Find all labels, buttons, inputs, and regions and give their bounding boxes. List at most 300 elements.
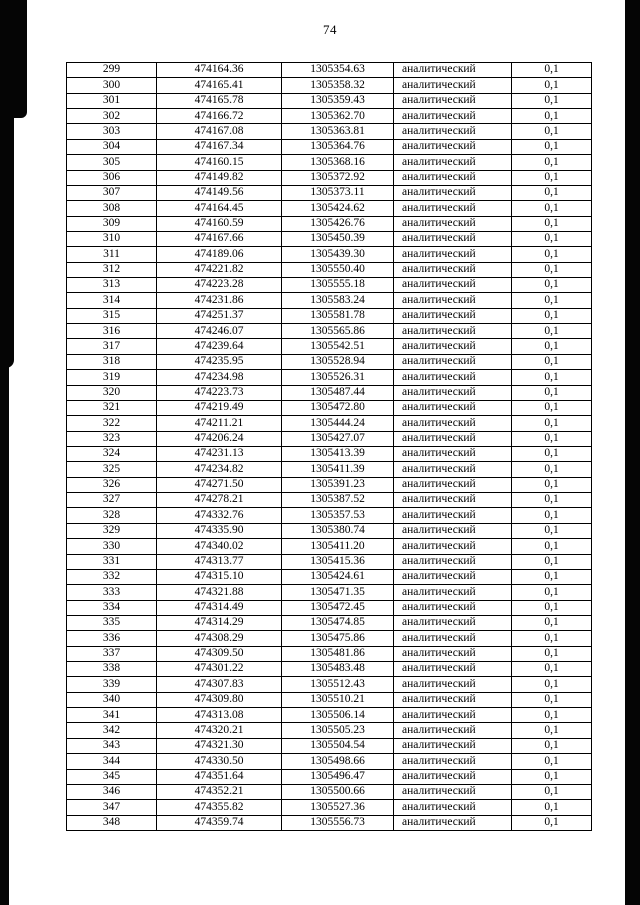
point-number-cell: 330: [67, 539, 157, 554]
x-coordinate-cell: 474239.64: [157, 339, 282, 354]
point-number-cell: 301: [67, 93, 157, 108]
table-row: [67, 431, 592, 446]
table-row: [67, 539, 592, 554]
method-cell: аналитический: [394, 723, 512, 738]
point-number-cell: 306: [67, 170, 157, 185]
error-cell: 0,1: [512, 400, 592, 415]
x-coordinate-cell: 474355.82: [157, 800, 282, 815]
page-number: 74: [323, 22, 337, 37]
table-row: [67, 324, 592, 339]
point-number-cell: 326: [67, 477, 157, 492]
table-row: [67, 477, 592, 492]
table-row: [67, 723, 592, 738]
point-number-cell: 342: [67, 723, 157, 738]
table-row: [67, 278, 592, 293]
method-cell: аналитический: [394, 370, 512, 385]
point-number-cell: 310: [67, 231, 157, 246]
method-cell: аналитический: [394, 738, 512, 753]
y-coordinate-cell: 1305472.80: [282, 400, 394, 415]
error-cell: 0,1: [512, 523, 592, 538]
error-cell: 0,1: [512, 554, 592, 569]
y-coordinate-cell: 1305555.18: [282, 278, 394, 293]
table-row: [67, 400, 592, 415]
table-row: [67, 93, 592, 108]
method-cell: аналитический: [394, 231, 512, 246]
coordinates-table-body: [67, 63, 592, 831]
table-row: [67, 416, 592, 431]
x-coordinate-cell: 474359.74: [157, 815, 282, 830]
table-row: [67, 216, 592, 231]
table-row: [67, 78, 592, 93]
error-cell: 0,1: [512, 308, 592, 323]
y-coordinate-cell: 1305528.94: [282, 354, 394, 369]
point-number-cell: 332: [67, 569, 157, 584]
method-cell: аналитический: [394, 308, 512, 323]
point-number-cell: 345: [67, 769, 157, 784]
method-cell: аналитический: [394, 278, 512, 293]
point-number-cell: 331: [67, 554, 157, 569]
x-coordinate-cell: 474271.50: [157, 477, 282, 492]
x-coordinate-cell: 474167.66: [157, 231, 282, 246]
point-number-cell: 318: [67, 354, 157, 369]
y-coordinate-cell: 1305487.44: [282, 385, 394, 400]
table-row: [67, 63, 592, 78]
y-coordinate-cell: 1305368.16: [282, 155, 394, 170]
table-row: [67, 677, 592, 692]
error-cell: 0,1: [512, 769, 592, 784]
point-number-cell: 320: [67, 385, 157, 400]
error-cell: 0,1: [512, 139, 592, 154]
y-coordinate-cell: 1305475.86: [282, 631, 394, 646]
error-cell: 0,1: [512, 155, 592, 170]
x-coordinate-cell: 474309.80: [157, 692, 282, 707]
error-cell: 0,1: [512, 800, 592, 815]
y-coordinate-cell: 1305387.52: [282, 493, 394, 508]
table-row: [67, 631, 592, 646]
x-coordinate-cell: 474231.86: [157, 293, 282, 308]
table-row: [67, 462, 592, 477]
y-coordinate-cell: 1305481.86: [282, 646, 394, 661]
error-cell: 0,1: [512, 293, 592, 308]
error-cell: 0,1: [512, 416, 592, 431]
error-cell: 0,1: [512, 738, 592, 753]
method-cell: аналитический: [394, 216, 512, 231]
point-number-cell: 340: [67, 692, 157, 707]
x-coordinate-cell: 474352.21: [157, 784, 282, 799]
x-coordinate-cell: 474340.02: [157, 539, 282, 554]
x-coordinate-cell: 474231.13: [157, 446, 282, 461]
table-row: [67, 262, 592, 277]
x-coordinate-cell: 474315.10: [157, 569, 282, 584]
x-coordinate-cell: 474164.36: [157, 63, 282, 78]
method-cell: аналитический: [394, 400, 512, 415]
method-cell: аналитический: [394, 662, 512, 677]
method-cell: аналитический: [394, 539, 512, 554]
point-number-cell: 321: [67, 400, 157, 415]
x-coordinate-cell: 474330.50: [157, 754, 282, 769]
error-cell: 0,1: [512, 677, 592, 692]
table-row: [67, 370, 592, 385]
error-cell: 0,1: [512, 569, 592, 584]
error-cell: 0,1: [512, 385, 592, 400]
y-coordinate-cell: 1305373.11: [282, 185, 394, 200]
y-coordinate-cell: 1305362.70: [282, 109, 394, 124]
x-coordinate-cell: 474211.21: [157, 416, 282, 431]
y-coordinate-cell: 1305565.86: [282, 324, 394, 339]
method-cell: аналитический: [394, 569, 512, 584]
method-cell: аналитический: [394, 155, 512, 170]
method-cell: аналитический: [394, 109, 512, 124]
y-coordinate-cell: 1305526.31: [282, 370, 394, 385]
table-row: [67, 385, 592, 400]
y-coordinate-cell: 1305583.24: [282, 293, 394, 308]
error-cell: 0,1: [512, 354, 592, 369]
table-row: [67, 109, 592, 124]
table-row: [67, 554, 592, 569]
y-coordinate-cell: 1305391.23: [282, 477, 394, 492]
y-coordinate-cell: 1305472.45: [282, 600, 394, 615]
method-cell: аналитический: [394, 124, 512, 139]
scan-artifact-left-mid: [0, 118, 14, 368]
point-number-cell: 317: [67, 339, 157, 354]
table-row: [67, 646, 592, 661]
point-number-cell: 300: [67, 78, 157, 93]
error-cell: 0,1: [512, 477, 592, 492]
x-coordinate-cell: 474307.83: [157, 677, 282, 692]
y-coordinate-cell: 1305512.43: [282, 677, 394, 692]
y-coordinate-cell: 1305380.74: [282, 523, 394, 538]
method-cell: аналитический: [394, 385, 512, 400]
point-number-cell: 313: [67, 278, 157, 293]
point-number-cell: 348: [67, 815, 157, 830]
method-cell: аналитический: [394, 416, 512, 431]
x-coordinate-cell: 474221.82: [157, 262, 282, 277]
point-number-cell: 311: [67, 247, 157, 262]
coordinates-table: [66, 62, 592, 831]
error-cell: 0,1: [512, 462, 592, 477]
y-coordinate-cell: 1305413.39: [282, 446, 394, 461]
y-coordinate-cell: 1305496.47: [282, 769, 394, 784]
error-cell: 0,1: [512, 539, 592, 554]
point-number-cell: 343: [67, 738, 157, 753]
x-coordinate-cell: 474189.06: [157, 247, 282, 262]
point-number-cell: 304: [67, 139, 157, 154]
y-coordinate-cell: 1305450.39: [282, 231, 394, 246]
method-cell: аналитический: [394, 247, 512, 262]
table-row: [67, 738, 592, 753]
x-coordinate-cell: 474160.15: [157, 155, 282, 170]
method-cell: аналитический: [394, 201, 512, 216]
table-row: [67, 600, 592, 615]
point-number-cell: 347: [67, 800, 157, 815]
error-cell: 0,1: [512, 324, 592, 339]
x-coordinate-cell: 474160.59: [157, 216, 282, 231]
point-number-cell: 337: [67, 646, 157, 661]
point-number-cell: 333: [67, 585, 157, 600]
error-cell: 0,1: [512, 585, 592, 600]
y-coordinate-cell: 1305505.23: [282, 723, 394, 738]
table-row: [67, 293, 592, 308]
point-number-cell: 308: [67, 201, 157, 216]
method-cell: аналитический: [394, 185, 512, 200]
error-cell: 0,1: [512, 216, 592, 231]
table-row: [67, 585, 592, 600]
method-cell: аналитический: [394, 462, 512, 477]
table-row: [67, 339, 592, 354]
x-coordinate-cell: 474313.08: [157, 708, 282, 723]
table-row: [67, 508, 592, 523]
method-cell: аналитический: [394, 692, 512, 707]
method-cell: аналитический: [394, 431, 512, 446]
x-coordinate-cell: 474301.22: [157, 662, 282, 677]
y-coordinate-cell: 1305527.36: [282, 800, 394, 815]
error-cell: 0,1: [512, 339, 592, 354]
point-number-cell: 319: [67, 370, 157, 385]
y-coordinate-cell: 1305359.43: [282, 93, 394, 108]
table-row: [67, 784, 592, 799]
point-number-cell: 335: [67, 615, 157, 630]
table-row: [67, 446, 592, 461]
error-cell: 0,1: [512, 170, 592, 185]
error-cell: 0,1: [512, 784, 592, 799]
y-coordinate-cell: 1305372.92: [282, 170, 394, 185]
error-cell: 0,1: [512, 692, 592, 707]
error-cell: 0,1: [512, 78, 592, 93]
y-coordinate-cell: 1305474.85: [282, 615, 394, 630]
error-cell: 0,1: [512, 723, 592, 738]
scan-artifact-left-top-blob: [0, 0, 27, 118]
x-coordinate-cell: 474165.41: [157, 78, 282, 93]
point-number-cell: 323: [67, 431, 157, 446]
y-coordinate-cell: 1305427.07: [282, 431, 394, 446]
y-coordinate-cell: 1305444.24: [282, 416, 394, 431]
x-coordinate-cell: 474166.72: [157, 109, 282, 124]
table-row: [67, 769, 592, 784]
x-coordinate-cell: 474332.76: [157, 508, 282, 523]
y-coordinate-cell: 1305556.73: [282, 815, 394, 830]
error-cell: 0,1: [512, 600, 592, 615]
point-number-cell: 327: [67, 493, 157, 508]
x-coordinate-cell: 474235.95: [157, 354, 282, 369]
table-row: [67, 201, 592, 216]
method-cell: аналитический: [394, 677, 512, 692]
x-coordinate-cell: 474251.37: [157, 308, 282, 323]
y-coordinate-cell: 1305581.78: [282, 308, 394, 323]
error-cell: 0,1: [512, 231, 592, 246]
x-coordinate-cell: 474308.29: [157, 631, 282, 646]
method-cell: аналитический: [394, 262, 512, 277]
method-cell: аналитический: [394, 170, 512, 185]
method-cell: аналитический: [394, 600, 512, 615]
point-number-cell: 334: [67, 600, 157, 615]
point-number-cell: 322: [67, 416, 157, 431]
point-number-cell: 315: [67, 308, 157, 323]
y-coordinate-cell: 1305542.51: [282, 339, 394, 354]
method-cell: аналитический: [394, 784, 512, 799]
x-coordinate-cell: 474223.73: [157, 385, 282, 400]
x-coordinate-cell: 474149.56: [157, 185, 282, 200]
method-cell: аналитический: [394, 78, 512, 93]
point-number-cell: 328: [67, 508, 157, 523]
y-coordinate-cell: 1305424.61: [282, 569, 394, 584]
table-row: [67, 754, 592, 769]
y-coordinate-cell: 1305550.40: [282, 262, 394, 277]
error-cell: 0,1: [512, 631, 592, 646]
x-coordinate-cell: 474321.30: [157, 738, 282, 753]
method-cell: аналитический: [394, 477, 512, 492]
scan-artifact-right-edge: [625, 0, 640, 905]
y-coordinate-cell: 1305504.54: [282, 738, 394, 753]
method-cell: аналитический: [394, 754, 512, 769]
table-row: [67, 493, 592, 508]
y-coordinate-cell: 1305506.14: [282, 708, 394, 723]
point-number-cell: 316: [67, 324, 157, 339]
method-cell: аналитический: [394, 523, 512, 538]
method-cell: аналитический: [394, 324, 512, 339]
y-coordinate-cell: 1305424.62: [282, 201, 394, 216]
y-coordinate-cell: 1305354.63: [282, 63, 394, 78]
y-coordinate-cell: 1305510.21: [282, 692, 394, 707]
x-coordinate-cell: 474234.82: [157, 462, 282, 477]
table-row: [67, 170, 592, 185]
method-cell: аналитический: [394, 139, 512, 154]
y-coordinate-cell: 1305471.35: [282, 585, 394, 600]
x-coordinate-cell: 474234.98: [157, 370, 282, 385]
error-cell: 0,1: [512, 615, 592, 630]
error-cell: 0,1: [512, 93, 592, 108]
point-number-cell: 344: [67, 754, 157, 769]
error-cell: 0,1: [512, 431, 592, 446]
point-number-cell: 312: [67, 262, 157, 277]
x-coordinate-cell: 474164.45: [157, 201, 282, 216]
method-cell: аналитический: [394, 631, 512, 646]
y-coordinate-cell: 1305500.66: [282, 784, 394, 799]
table-row: [67, 354, 592, 369]
table-row: [67, 708, 592, 723]
table-row: [67, 523, 592, 538]
error-cell: 0,1: [512, 446, 592, 461]
error-cell: 0,1: [512, 262, 592, 277]
error-cell: 0,1: [512, 63, 592, 78]
method-cell: аналитический: [394, 815, 512, 830]
method-cell: аналитический: [394, 339, 512, 354]
table-row: [67, 569, 592, 584]
x-coordinate-cell: 474165.78: [157, 93, 282, 108]
x-coordinate-cell: 474335.90: [157, 523, 282, 538]
y-coordinate-cell: 1305426.76: [282, 216, 394, 231]
y-coordinate-cell: 1305498.66: [282, 754, 394, 769]
error-cell: 0,1: [512, 185, 592, 200]
error-cell: 0,1: [512, 493, 592, 508]
x-coordinate-cell: 474246.07: [157, 324, 282, 339]
y-coordinate-cell: 1305364.76: [282, 139, 394, 154]
table-row: [67, 155, 592, 170]
point-number-cell: 338: [67, 662, 157, 677]
method-cell: аналитический: [394, 708, 512, 723]
table-row: [67, 185, 592, 200]
point-number-cell: 339: [67, 677, 157, 692]
y-coordinate-cell: 1305363.81: [282, 124, 394, 139]
x-coordinate-cell: 474314.29: [157, 615, 282, 630]
error-cell: 0,1: [512, 201, 592, 216]
y-coordinate-cell: 1305358.32: [282, 78, 394, 93]
table-row: [67, 800, 592, 815]
table-row: [67, 139, 592, 154]
x-coordinate-cell: 474309.50: [157, 646, 282, 661]
error-cell: 0,1: [512, 109, 592, 124]
x-coordinate-cell: 474321.88: [157, 585, 282, 600]
point-number-cell: 346: [67, 784, 157, 799]
point-number-cell: 329: [67, 523, 157, 538]
method-cell: аналитический: [394, 554, 512, 569]
error-cell: 0,1: [512, 646, 592, 661]
y-coordinate-cell: 1305415.36: [282, 554, 394, 569]
method-cell: аналитический: [394, 615, 512, 630]
x-coordinate-cell: 474219.49: [157, 400, 282, 415]
point-number-cell: 341: [67, 708, 157, 723]
x-coordinate-cell: 474167.08: [157, 124, 282, 139]
error-cell: 0,1: [512, 708, 592, 723]
table-row: [67, 615, 592, 630]
x-coordinate-cell: 474149.82: [157, 170, 282, 185]
y-coordinate-cell: 1305411.39: [282, 462, 394, 477]
point-number-cell: 325: [67, 462, 157, 477]
y-coordinate-cell: 1305357.53: [282, 508, 394, 523]
x-coordinate-cell: 474278.21: [157, 493, 282, 508]
method-cell: аналитический: [394, 354, 512, 369]
method-cell: аналитический: [394, 800, 512, 815]
method-cell: аналитический: [394, 493, 512, 508]
error-cell: 0,1: [512, 754, 592, 769]
point-number-cell: 336: [67, 631, 157, 646]
error-cell: 0,1: [512, 124, 592, 139]
x-coordinate-cell: 474223.28: [157, 278, 282, 293]
method-cell: аналитический: [394, 585, 512, 600]
point-number-cell: 324: [67, 446, 157, 461]
table-row: [67, 308, 592, 323]
method-cell: аналитический: [394, 63, 512, 78]
y-coordinate-cell: 1305483.48: [282, 662, 394, 677]
point-number-cell: 299: [67, 63, 157, 78]
error-cell: 0,1: [512, 815, 592, 830]
error-cell: 0,1: [512, 662, 592, 677]
x-coordinate-cell: 474351.64: [157, 769, 282, 784]
x-coordinate-cell: 474313.77: [157, 554, 282, 569]
table-row: [67, 815, 592, 830]
error-cell: 0,1: [512, 508, 592, 523]
method-cell: аналитический: [394, 508, 512, 523]
x-coordinate-cell: 474314.49: [157, 600, 282, 615]
method-cell: аналитический: [394, 93, 512, 108]
table-row: [67, 124, 592, 139]
method-cell: аналитический: [394, 769, 512, 784]
point-number-cell: 314: [67, 293, 157, 308]
x-coordinate-cell: 474167.34: [157, 139, 282, 154]
error-cell: 0,1: [512, 370, 592, 385]
table-row: [67, 247, 592, 262]
point-number-cell: 305: [67, 155, 157, 170]
table-row: [67, 662, 592, 677]
method-cell: аналитический: [394, 646, 512, 661]
y-coordinate-cell: 1305439.30: [282, 247, 394, 262]
point-number-cell: 303: [67, 124, 157, 139]
error-cell: 0,1: [512, 247, 592, 262]
method-cell: аналитический: [394, 446, 512, 461]
table-row: [67, 692, 592, 707]
x-coordinate-cell: 474206.24: [157, 431, 282, 446]
x-coordinate-cell: 474320.21: [157, 723, 282, 738]
point-number-cell: 307: [67, 185, 157, 200]
